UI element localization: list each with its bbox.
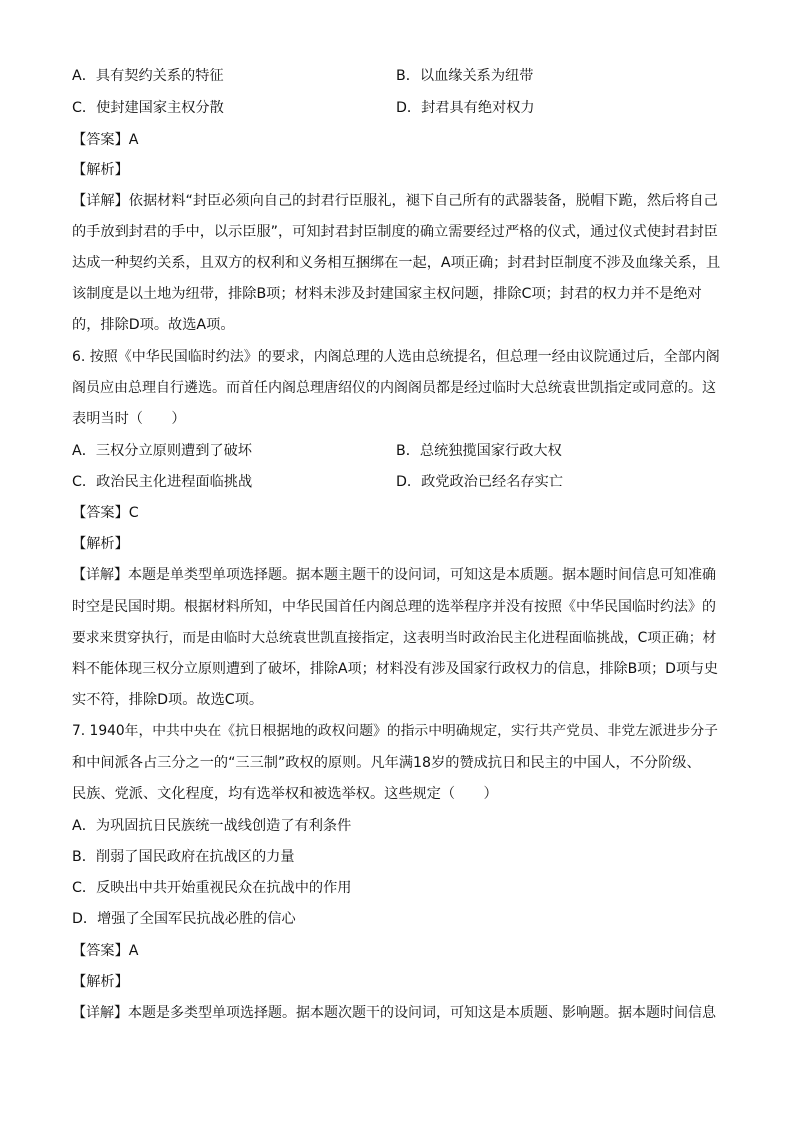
- q6-stem-line: 表明当时（ ）: [72, 411, 186, 427]
- q7-stem-line: 和中间派各占三分之一的“三三制”政权的原则。凡年满18岁的赞成抗日和民主的中国人，不分阶级、: [72, 755, 701, 771]
- q7-stem-line: 7. 1940年，中共中央在《抗日根据地的政权问题》的指示中明确规定，实行共产党员、非党左派进步分子: [72, 723, 718, 739]
- q5-option-d: D．封君具有绝对权力: [396, 100, 535, 116]
- q5-detail-line: 的，排除D项。故选A项。: [72, 317, 235, 333]
- q7-detail-line: 【详解】本题是多类型单项选择题。据本题次题干的设问词，可知这是本质题、影响题。据本题时间信息: [72, 1005, 716, 1021]
- q5-detail-line: 该制度是以土地为纽带，排除B项；材料未涉及封建国家主权问题，排除C项；封君的权力并不是绝对: [72, 286, 702, 302]
- q6-detail-line: 要求来贯穿执行，而是由临时大总统袁世凯直接指定，这表明当时政治民主化进程面临挑战，C项正确；材: [72, 630, 717, 646]
- q7-analysis-label: 【解析】: [72, 974, 129, 990]
- q7-stem-line: 民族、党派、文化程度，均有选举权和被选举权。这些规定（ ）: [72, 786, 498, 802]
- q7-option-b: B．削弱了国民政府在抗战区的力量: [72, 849, 295, 865]
- q5-detail-line: 达成一种契约关系，且双方的权利和义务相互捆绑在一起，A项正确；封君封臣制度不涉及血缘关系，且: [72, 255, 721, 271]
- q5-option-b: B．以血缘关系为纽带: [396, 68, 534, 84]
- q6-option-c: C．政治民主化进程面临挑战: [72, 474, 253, 490]
- q5-analysis-label: 【解析】: [72, 162, 129, 178]
- q5-option-c: C．使封建国家主权分散: [72, 100, 224, 116]
- q6-detail-line: 【详解】本题是单类型单项选择题。据本题主题干的设问词，可知这是本质题。据本题时间信息可知准确: [72, 567, 716, 583]
- q6-analysis-label: 【解析】: [72, 536, 129, 552]
- q6-stem-line: 阁员应由总理自行遴选。而首任内阁总理唐绍仪的内阁阁员都是经过临时大总统袁世凯指定或同意的。这: [72, 380, 716, 396]
- q7-answer: 【答案】A: [72, 943, 139, 959]
- q5-option-a: A．具有契约关系的特征: [72, 68, 224, 84]
- q6-detail-line: 实不符，排除D项。故选C项。: [72, 692, 264, 708]
- q6-option-d: D．政党政治已经名存实亡: [396, 474, 563, 490]
- q6-detail-line: 时空是民国时期。根据材料所知，中华民国首任内阁总理的选举程序并没有按照《中华民国临时约法》的: [72, 599, 716, 615]
- q6-detail-line: 料不能体现三权分立原则遭到了破坏，排除A项；材料没有涉及国家行政权力的信息，排除B项；D项与史: [72, 661, 718, 677]
- q5-answer: 【答案】A: [72, 132, 139, 148]
- q7-option-d: D．增强了全国军民抗战必胜的信心: [72, 911, 296, 927]
- q6-option-b: B．总统独揽国家行政大权: [396, 443, 562, 459]
- q6-option-a: A．三权分立原则遭到了破坏: [72, 443, 252, 459]
- q7-option-a: A．为巩固抗日民族统一战线创造了有利条件: [72, 818, 352, 834]
- q6-stem-line: 6. 按照《中华民国临时约法》的要求，内阁总理的人选由总统提名，但总理一经由议院通过后，全部内阁: [72, 349, 720, 365]
- q5-detail-line: 【详解】依据材料“封臣必须向自己的封君行臣服礼，褪下自己所有的武器装备，脱帽下跪，然后将自己: [72, 193, 718, 209]
- q5-detail-line: 的手放到封君的手中，以示臣服”，可知封君封臣制度的确立需要经过严格的仪式，通过仪式使封君封臣: [72, 224, 718, 240]
- q7-option-c: C．反映出中共开始重视民众在抗战中的作用: [72, 880, 352, 896]
- q6-answer: 【答案】C: [72, 505, 139, 521]
